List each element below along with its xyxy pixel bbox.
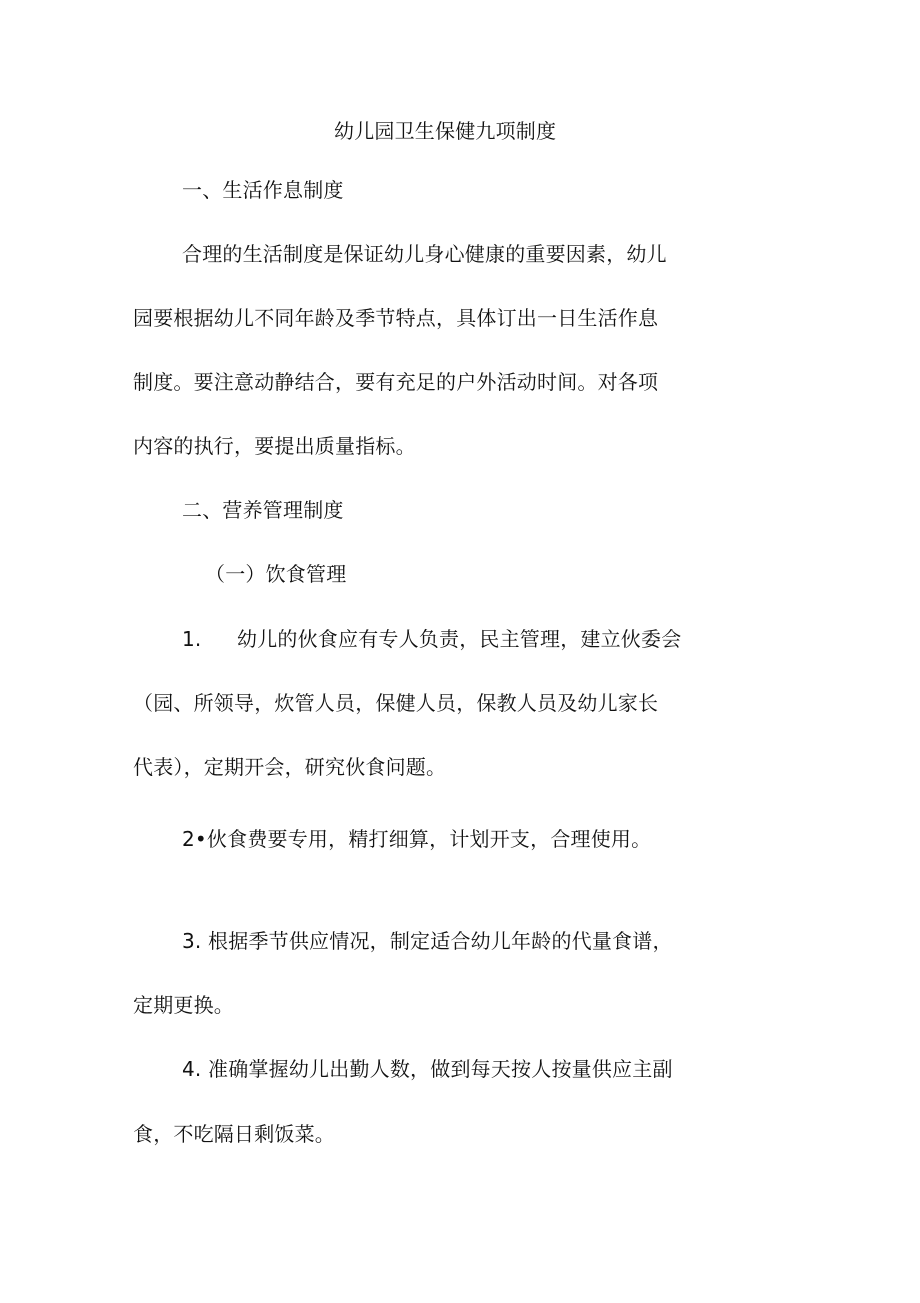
item1-line-1 [182,626,681,652]
section2-heading: 二、营养管理制度 [182,498,344,522]
item4-line-1: 4. 准确掌握幼儿出勤人数，做到每天按人按量供应主副 [182,1057,673,1081]
section1-para-line-2: 园要根据幼儿不同年龄及季节特点，具体订出一日生活作息 [133,306,659,330]
item1-line-3: 代表），定期开会，研究伙食问题。 [133,755,447,779]
item1-line-2: （园、所领导，炊管人员，保健人员，保教人员及幼儿家长 [133,691,659,715]
section2-subheading: （一）饮食管理 [205,562,347,586]
document-title: 幼儿园卫生保健九项制度 [334,119,557,143]
section1-heading: 一、生活作息制度 [182,178,344,202]
item3-line-2: 定期更换。 [133,993,234,1017]
item3-line-1: 3. 根据季节供应情况，制定适合幼儿年龄的代量食谱， [182,929,673,953]
section1-para-line-4: 内容的执行，要提出质量指标。 [133,434,416,458]
item2-line: 2•伙食费要专用，精打细算，计划开支，合理使用。 [182,827,652,851]
item1-text: 幼儿的伙食应有专人负责，民主管理，建立伙委会 [237,627,682,651]
item1-number: 1. [182,627,202,651]
section1-para-line-1: 合理的生活制度是保证幼儿身心健康的重要因素，幼儿 [182,242,667,266]
item4-line-2: 食，不吃隔日剩饭菜。 [133,1122,335,1146]
section1-para-line-3: 制度。要注意动静结合，要有充足的户外活动时间。对各项 [133,370,659,394]
